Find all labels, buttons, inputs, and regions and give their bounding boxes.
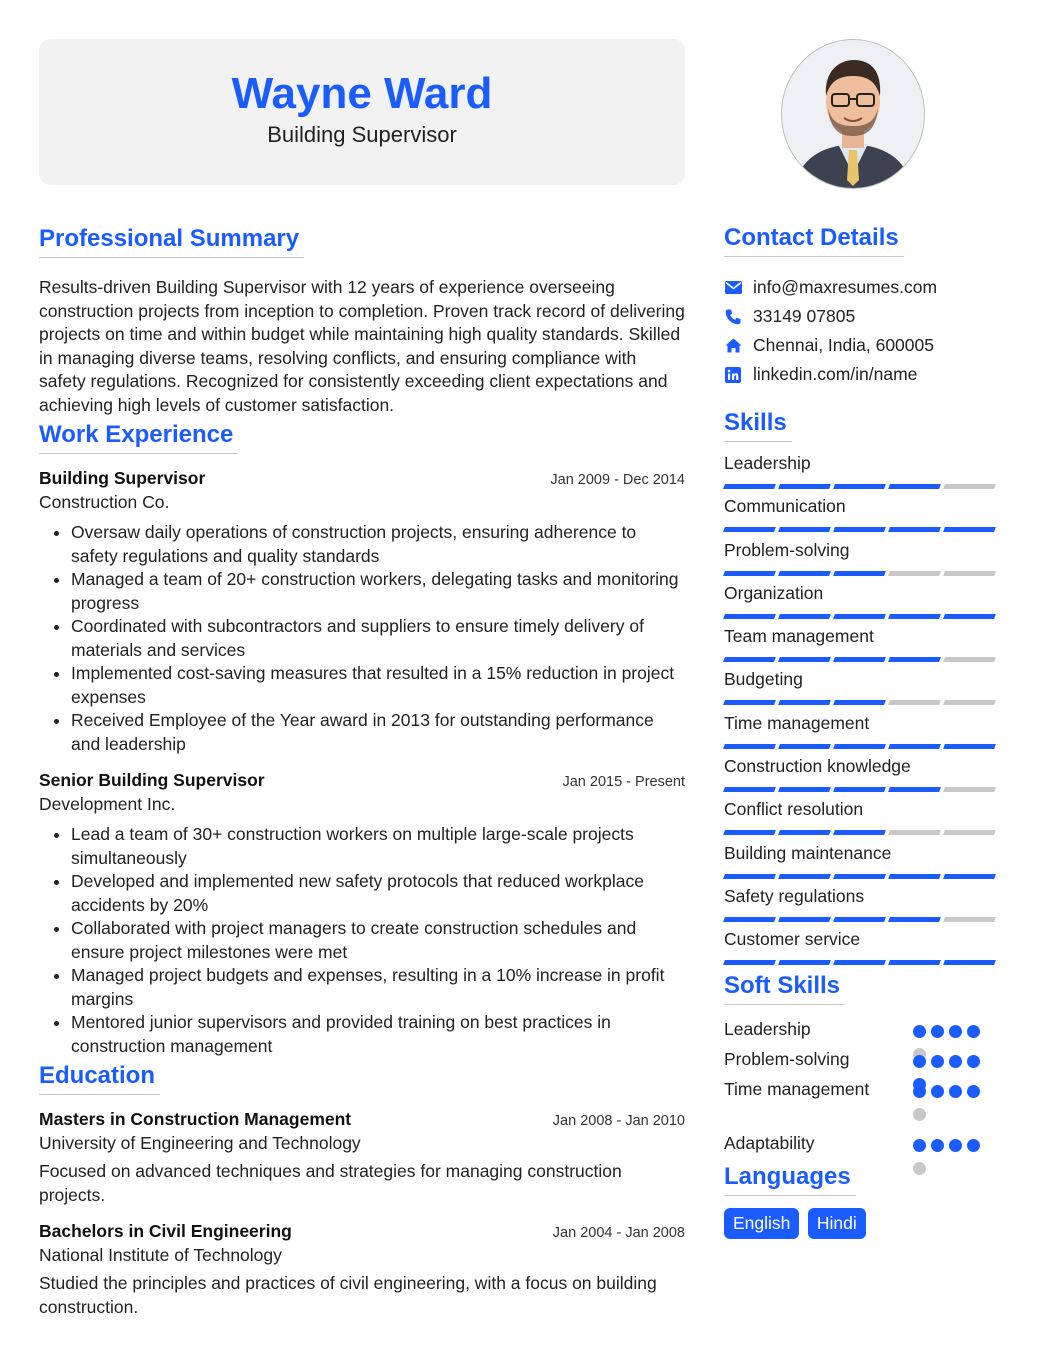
skill-level-segment <box>778 787 831 792</box>
skill-level-segment <box>778 917 831 922</box>
skill-name: Customer service <box>724 929 861 950</box>
skill-level-segment <box>833 700 886 705</box>
skill-name: Construction knowledge <box>724 756 911 777</box>
skill-level-segment <box>888 571 941 576</box>
skill-level-segment <box>778 484 831 489</box>
skill-level-segment <box>943 874 996 879</box>
skill-level-segment <box>833 830 886 835</box>
job-entry <box>39 468 685 756</box>
skill-level-bar <box>724 960 1000 965</box>
main-column <box>39 39 685 1319</box>
rating-dot <box>967 1055 980 1068</box>
job-entry <box>39 770 685 1058</box>
contact-address <box>724 331 1000 360</box>
skill-level-segment <box>778 527 831 532</box>
skill-level-segment <box>833 787 886 792</box>
soft-skill-rating <box>913 1085 989 1131</box>
job-bullet: • Mentored junior supervisors and provided training on best practices in construction management <box>71 1011 685 1058</box>
skill-level-segment <box>778 614 831 619</box>
skill-level-segment <box>943 484 996 489</box>
contact-linkedin-text: linkedin.com/in/name <box>753 364 918 384</box>
skill-level-segment <box>833 614 886 619</box>
language-badge: English <box>724 1208 799 1239</box>
skill-level-segment <box>888 874 941 879</box>
job-bullet: • Coordinated with subcontractors and suppliers to ensure timely delivery of materials and services <box>71 615 685 662</box>
skill-level-bar <box>724 527 1000 532</box>
soft-skill-item <box>724 1049 1000 1079</box>
language-badge: Hindi <box>808 1208 866 1239</box>
skill-level-segment <box>943 917 996 922</box>
skill-level-segment <box>833 917 886 922</box>
skill-level-bar <box>724 787 1000 792</box>
degree-title: Bachelors in Civil Engineering <box>39 1221 292 1241</box>
summary-text: Results-driven Building Supervisor with 12 years of experience overseeing construction projects from inception to completion. Proven track record of delivering projects on time and within budget while maintaining high quality standards. Skilled in managing diverse teams, resolving conflicts, and ensuring compliance with safety regulations. Recognized for consistently exceeding client expectations and achieving high levels of customer satisfaction. <box>39 277 685 415</box>
skill-level-segment <box>723 571 776 576</box>
education-description: Focused on advanced techniques and strategies for managing construction projects. <box>39 1161 622 1205</box>
skill-level-segment <box>833 484 886 489</box>
contact-section <box>724 224 1000 389</box>
skill-level-segment <box>778 874 831 879</box>
rating-dot <box>931 1025 944 1038</box>
education-section <box>39 1062 685 1319</box>
skill-level-segment <box>833 527 886 532</box>
contact-phone[interactable] <box>724 302 1000 331</box>
soft-skill-item <box>724 1133 1000 1163</box>
skill-level-segment <box>888 484 941 489</box>
skill-level-segment <box>833 874 886 879</box>
skill-level-segment <box>723 700 776 705</box>
soft-skill-item <box>724 1079 1000 1133</box>
skill-level-segment <box>723 614 776 619</box>
soft-skill-name: Time management <box>724 1079 870 1100</box>
soft-skill-name: Problem-solving <box>724 1049 850 1070</box>
skill-level-segment <box>833 960 886 965</box>
skill-item <box>724 928 1000 968</box>
skill-level-bar <box>724 484 1000 489</box>
education-date: Jan 2004 - Jan 2008 <box>552 1225 685 1241</box>
rating-dot <box>931 1085 944 1098</box>
skill-item <box>724 712 1000 755</box>
skill-level-segment <box>943 614 996 619</box>
skill-level-segment <box>723 917 776 922</box>
home-icon <box>724 337 742 355</box>
candidate-title: Building Supervisor <box>267 122 457 148</box>
skill-level-segment <box>833 744 886 749</box>
candidate-name: Wayne Ward <box>231 68 493 118</box>
skill-level-bar <box>724 830 1000 835</box>
skill-name: Problem-solving <box>724 539 850 560</box>
skill-level-segment <box>888 657 941 662</box>
skill-level-segment <box>943 700 996 705</box>
skill-level-segment <box>888 614 941 619</box>
skill-level-segment <box>943 787 996 792</box>
section-title-education: Education <box>39 1062 160 1095</box>
skill-level-segment <box>943 960 996 965</box>
skill-level-segment <box>778 571 831 576</box>
skill-level-segment <box>778 700 831 705</box>
skill-level-segment <box>778 960 831 965</box>
job-bullet: • Oversaw daily operations of construction projects, ensuring adherence to safety regulations and quality standards <box>71 521 685 568</box>
skill-level-segment <box>943 744 996 749</box>
skill-item <box>724 452 1000 495</box>
skill-level-segment <box>723 657 776 662</box>
job-bullets <box>39 521 685 756</box>
soft-skill-name: Leadership <box>724 1019 811 1040</box>
section-title-contact: Contact Details <box>724 224 904 257</box>
rating-dot <box>949 1055 962 1068</box>
skill-item <box>724 539 1000 582</box>
envelope-icon <box>724 279 742 297</box>
soft-skills-list <box>724 1019 1000 1163</box>
skill-level-segment <box>723 960 776 965</box>
skill-item <box>724 798 1000 841</box>
rating-dot <box>913 1025 926 1038</box>
skill-level-bar <box>724 614 1000 619</box>
skill-level-segment <box>833 571 886 576</box>
header-box <box>39 39 685 185</box>
skill-level-segment <box>723 527 776 532</box>
contact-email-text: info@maxresumes.com <box>753 277 938 297</box>
rating-dot <box>913 1139 926 1152</box>
contact-linkedin[interactable] <box>724 360 1000 389</box>
skill-level-segment <box>888 830 941 835</box>
education-description: Studied the principles and practices of civil engineering, with a focus on building construction. <box>39 1273 657 1317</box>
skill-name: Safety regulations <box>724 885 865 906</box>
phone-icon <box>724 308 742 326</box>
skill-level-segment <box>943 527 996 532</box>
skill-level-bar <box>724 874 1000 879</box>
job-date: Jan 2015 - Present <box>562 774 685 790</box>
skill-level-bar <box>724 917 1000 922</box>
rating-dot <box>931 1055 944 1068</box>
skill-level-segment <box>778 657 831 662</box>
rating-dot <box>967 1025 980 1038</box>
skill-item <box>724 582 1000 625</box>
rating-dot <box>967 1139 980 1152</box>
job-bullet: • Managed a team of 20+ construction workers, delegating tasks and monitoring progress <box>71 568 685 615</box>
skill-level-segment <box>723 744 776 749</box>
job-bullet: • Developed and implemented new safety protocols that reduced workplace accidents by 20% <box>71 870 685 917</box>
linkedin-icon <box>724 366 742 384</box>
rating-dot <box>913 1055 926 1068</box>
skill-level-bar <box>724 700 1000 705</box>
rating-dot <box>913 1108 926 1121</box>
skill-level-segment <box>778 744 831 749</box>
skill-level-bar <box>724 657 1000 662</box>
job-bullet: • Lead a team of 30+ construction workers on multiple large-scale projects simultaneously <box>71 823 685 870</box>
skill-level-segment <box>943 830 996 835</box>
education-entry <box>39 1221 685 1319</box>
skill-level-segment <box>888 700 941 705</box>
skill-level-segment <box>888 960 941 965</box>
rating-dot <box>949 1139 962 1152</box>
skill-level-segment <box>943 657 996 662</box>
education-date: Jan 2008 - Jan 2010 <box>552 1113 685 1129</box>
skill-level-segment <box>888 787 941 792</box>
skill-item <box>724 755 1000 798</box>
skill-name: Communication <box>724 496 846 517</box>
skill-item <box>724 668 1000 711</box>
soft-skill-rating <box>913 1139 989 1185</box>
contact-email[interactable] <box>724 273 1000 302</box>
school-name: University of Engineering and Technology <box>39 1133 361 1153</box>
rating-dot <box>913 1162 926 1175</box>
soft-skills-section <box>724 972 1000 1163</box>
section-title-summary: Professional Summary <box>39 225 304 258</box>
skill-level-segment <box>723 787 776 792</box>
skill-level-segment <box>888 527 941 532</box>
job-bullets <box>39 823 685 1058</box>
job-bullet: • Implemented cost-saving measures that resulted in a 15% reduction in project expenses <box>71 662 685 709</box>
job-company: Development Inc. <box>39 794 176 814</box>
job-bullet: • Collaborated with project managers to create construction schedules and ensure project milestones were met <box>71 917 685 964</box>
skill-level-segment <box>888 917 941 922</box>
skill-name: Conflict resolution <box>724 799 864 820</box>
section-title-languages: Languages <box>724 1163 856 1196</box>
skill-level-segment <box>833 657 886 662</box>
skill-level-segment <box>943 571 996 576</box>
sidebar <box>724 39 1000 1239</box>
skill-level-segment <box>723 830 776 835</box>
experience-section <box>39 421 685 1058</box>
skills-list <box>724 452 1000 968</box>
languages-list <box>724 1208 1000 1239</box>
rating-dot <box>949 1085 962 1098</box>
skill-level-segment <box>723 874 776 879</box>
section-title-soft-skills: Soft Skills <box>724 972 845 1005</box>
summary-section <box>39 225 685 417</box>
skill-name: Time management <box>724 712 870 733</box>
job-company: Construction Co. <box>39 492 170 512</box>
soft-skill-name: Adaptability <box>724 1133 815 1154</box>
skill-item <box>724 885 1000 928</box>
contact-address-text: Chennai, India, 600005 <box>753 335 934 355</box>
soft-skill-item <box>724 1019 1000 1049</box>
rating-dot <box>913 1085 926 1098</box>
contact-phone-text: 33149 07805 <box>753 306 856 326</box>
skill-name: Organization <box>724 582 824 603</box>
job-date: Jan 2009 - Dec 2014 <box>550 472 685 488</box>
skill-item <box>724 842 1000 885</box>
skill-name: Budgeting <box>724 669 803 690</box>
job-bullet: • Managed project budgets and expenses, resulting in a 10% increase in profit margins <box>71 964 685 1011</box>
section-title-experience: Work Experience <box>39 421 238 454</box>
skills-section <box>724 409 1000 968</box>
skill-level-bar <box>724 571 1000 576</box>
skill-name: Building maintenance <box>724 842 892 863</box>
education-entry <box>39 1109 685 1207</box>
skill-name: Leadership <box>724 453 811 473</box>
skill-name: Team management <box>724 626 874 647</box>
rating-dot <box>949 1025 962 1038</box>
job-title: Senior Building Supervisor <box>39 770 265 790</box>
rating-dot <box>931 1139 944 1152</box>
school-name: National Institute of Technology <box>39 1245 282 1265</box>
job-bullet: • Received Employee of the Year award in 2013 for outstanding performance and leadership <box>71 709 685 756</box>
skill-item <box>724 495 1000 538</box>
degree-title: Masters in Construction Management <box>39 1109 352 1129</box>
skill-item <box>724 625 1000 668</box>
job-title: Building Supervisor <box>39 468 206 488</box>
skill-level-segment <box>778 830 831 835</box>
rating-dot <box>967 1085 980 1098</box>
skill-level-segment <box>723 484 776 489</box>
skill-level-segment <box>888 744 941 749</box>
section-title-skills: Skills <box>724 409 792 442</box>
skill-level-bar <box>724 744 1000 749</box>
